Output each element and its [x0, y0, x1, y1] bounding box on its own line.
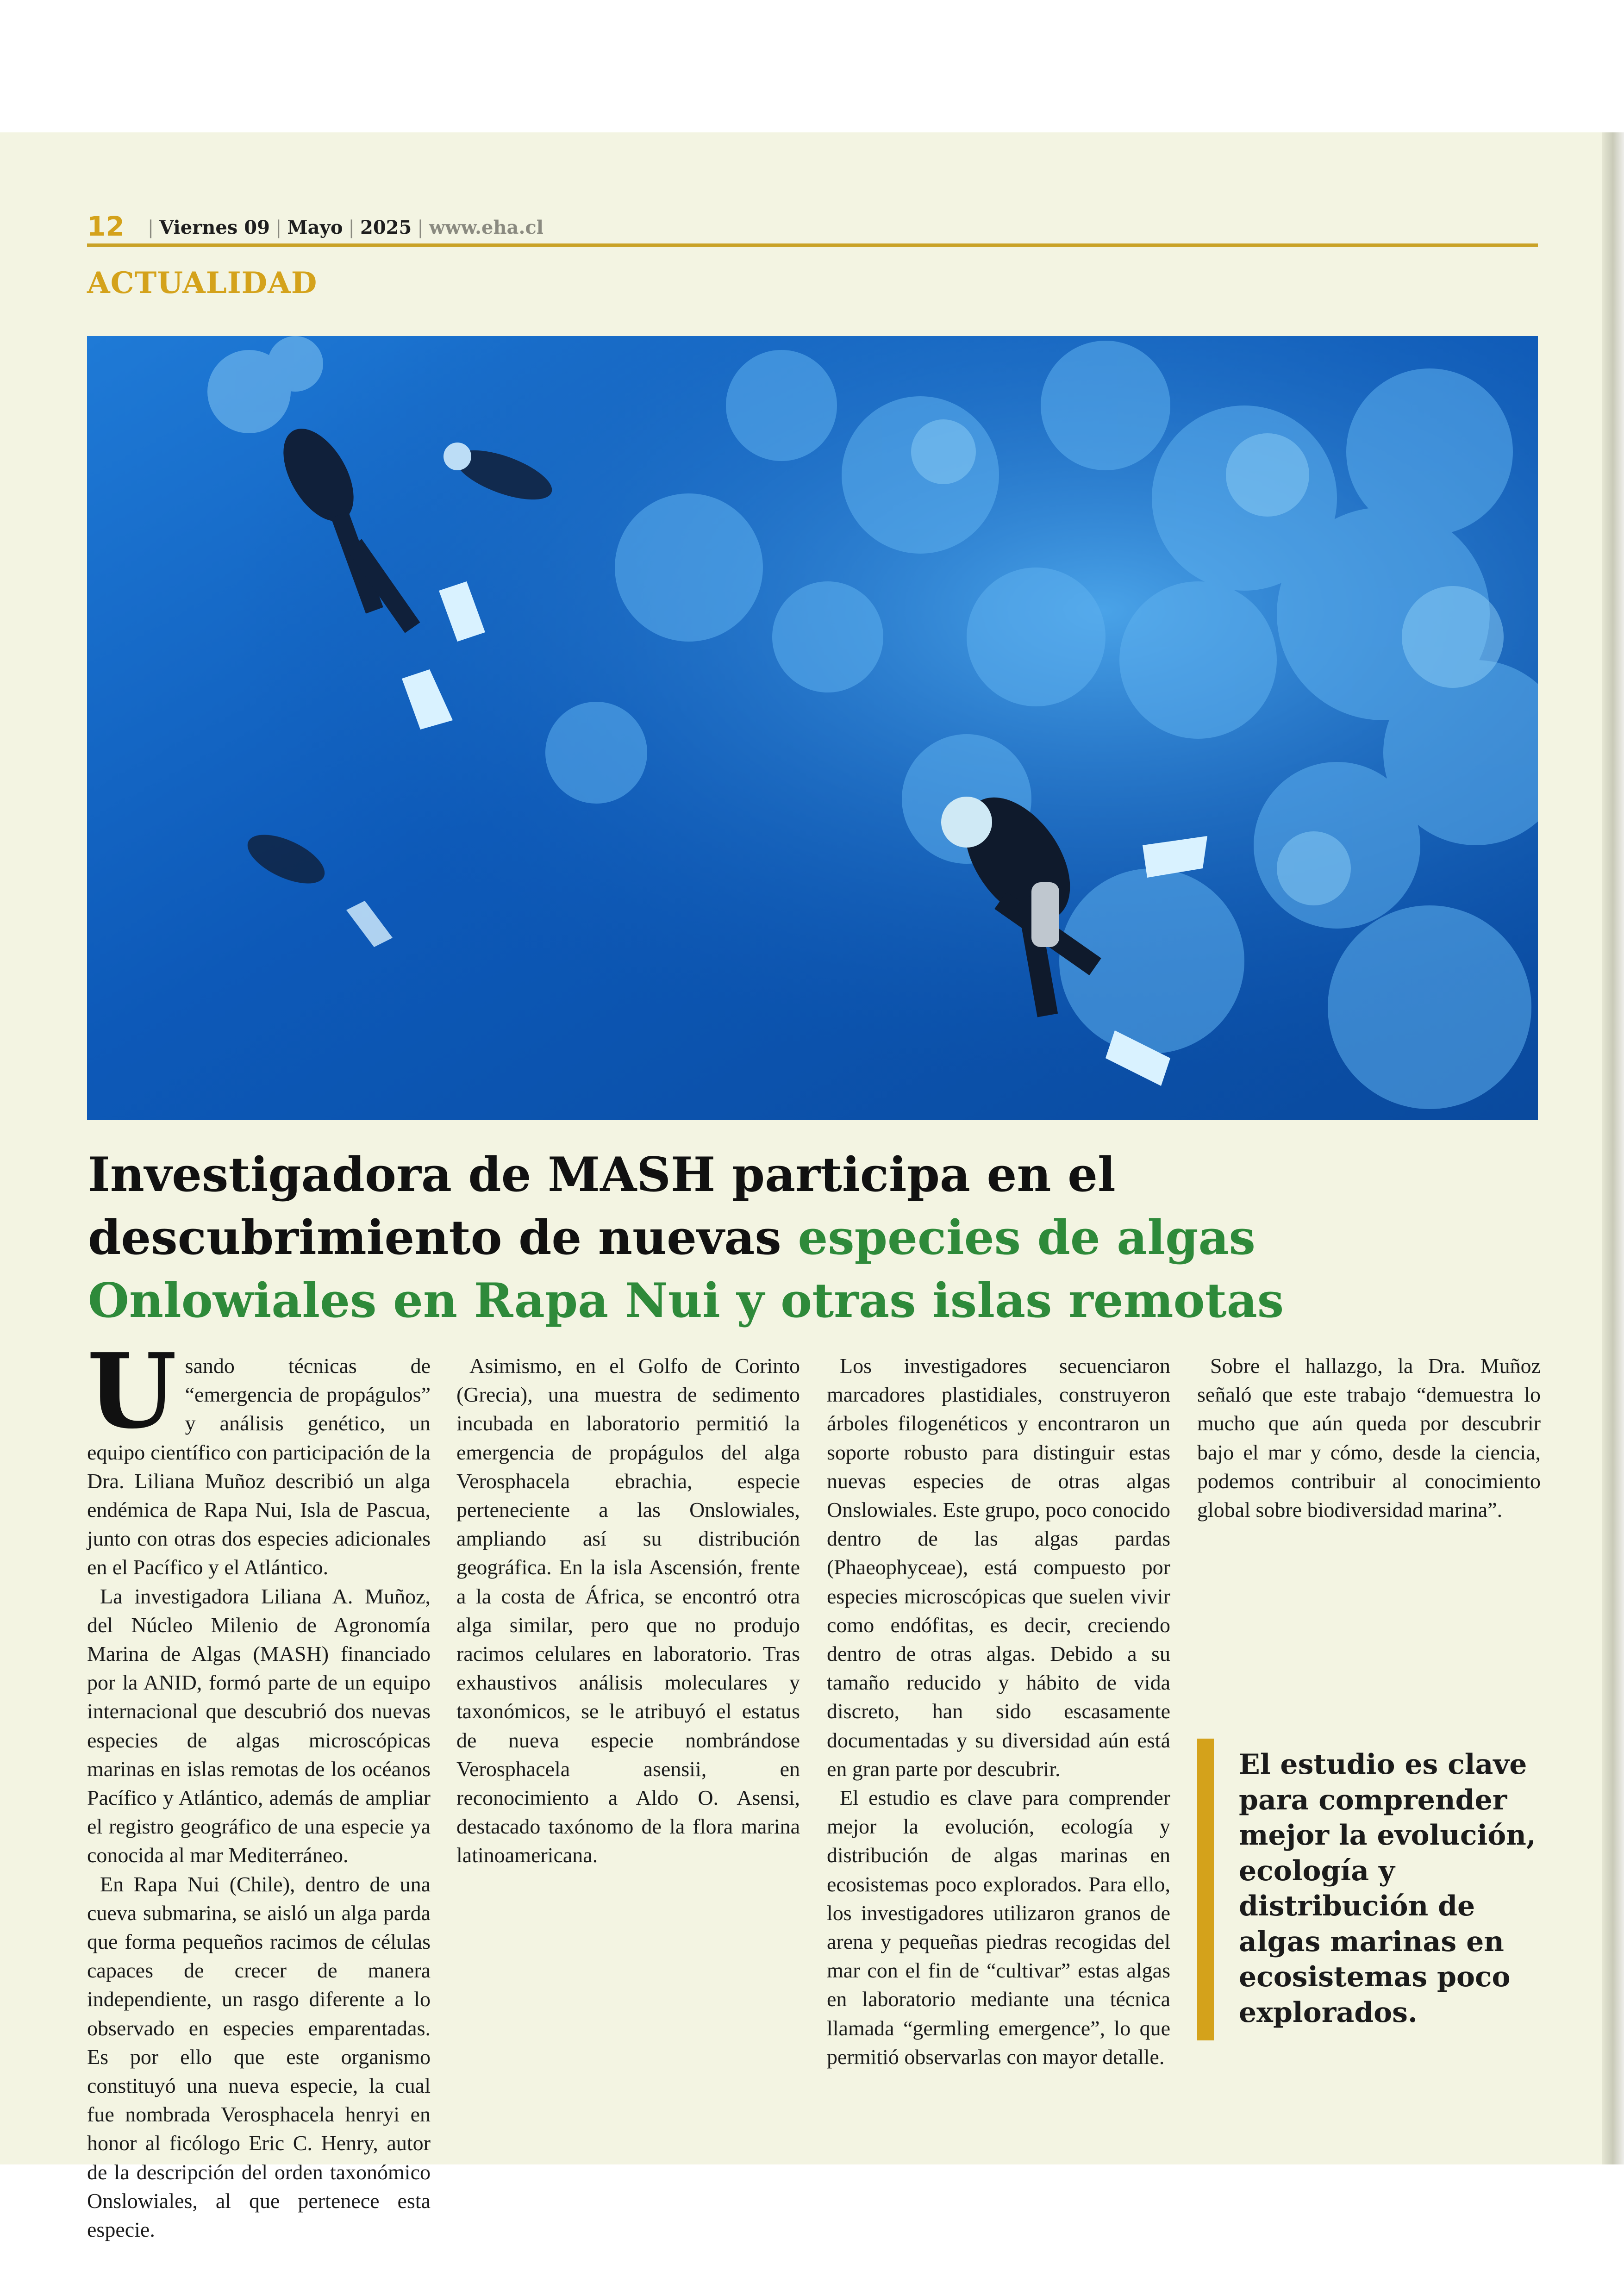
- page-header: [87, 210, 1538, 247]
- paragraph-2: La investigadora Liliana A. Muñoz, del Núcleo Milenio de Agronomía Marina de Algas (MASH) financiado por la ANID, formó parte de un equipo internacional que descubrió dos nuevas especies de algas microscópicas marinas en islas remotas de los océanos Pacífico y Atlántico, además de ampliar el registro geográfico de una especie ya conocida al mar Mediterráneo.: [87, 1584, 431, 1867]
- page-number: 12: [87, 211, 125, 242]
- paragraph-6: El estudio es clave para comprender mejor la evolución, ecología y distribución de algas marinas en ecosistemas poco explorados. Para ello, los investigadores utilizaron granos de arena y pequeñas piedras recogidas del mar con el fin de “cultivar” estas algas en laboratorio mediante una técnica llamada “germling emergence”, lo que permitió observarlas con mayor detalle.: [827, 1786, 1170, 2069]
- article-column-4: [1197, 1352, 1541, 1524]
- paragraph-1: sando técnicas de “emergencia de propágulos” y análisis genético, un equipo científico con participación de la Dra. Liliana Muñoz describió un alga endémica de Rapa Nui, Isla de Pascua, junto con otras dos especies adicionales en el Pacífico y el Atlántico.: [87, 1354, 431, 1579]
- issue-day: Viernes 09: [159, 217, 270, 238]
- article-photo: [87, 336, 1538, 1120]
- paragraph-5: Los investigadores secuenciaron marcadores plastidiales, construyeron árboles filogenéticos y encontraron un soporte robusto para distinguir estas nuevas especies de otras algas Onslowiales. Este grupo, poco conocido dentro de las algas pardas (Phaeophyceae), está compuesto por especies microscópicas que suelen vivir como endófitas, es decir, creciendo dentro de otras algas. Debido a su tamaño reducido y hábito de vida discreto, han sido escasamente documentadas y su diversidad aún está en gran parte por descubrir.: [827, 1354, 1170, 1781]
- headline-part2: especies de algas Onlowiales en Rapa Nui y otras islas remotas: [88, 1210, 1284, 1328]
- pull-quote: El estudio es clave para comprender mejor la evolución, ecología y distribución de algas marinas en ecosistemas poco explorados.: [1197, 1739, 1538, 2040]
- dropcap: U: [87, 1331, 177, 1452]
- issue-month: Mayo: [287, 217, 343, 238]
- article-headline: [88, 1143, 1542, 1332]
- article-column-1: [87, 1331, 431, 2244]
- article-column-2: [456, 1352, 800, 1870]
- article-column-3: [827, 1352, 1170, 2071]
- issue-date: | Viernes 09 | Mayo | 2025 | www.eha.cl: [147, 217, 543, 238]
- headline-part1: Investigadora de MASH participa en el descubrimiento de nuevas: [88, 1147, 1116, 1266]
- page-edge: [1602, 132, 1624, 2164]
- section-label: ACTUALIDAD: [87, 266, 318, 300]
- paragraph-7: Sobre el hallazgo, la Dra. Muñoz señaló que este trabajo “demuestra lo mucho que aún queda por descubrir bajo el mar y cómo, desde la ciencia, podemos contribuir al conocimiento global sobre biodiversidad marina”.: [1197, 1354, 1541, 1522]
- issue-year: 2025: [360, 217, 412, 238]
- website-link[interactable]: www.eha.cl: [429, 217, 543, 238]
- paragraph-3: En Rapa Nui (Chile), dentro de una cueva submarina, se aisló un alga parda que forma pequeños racimos de células capaces de crecer de manera independiente, un rasgo diferente a lo observado en especies emparentadas. Es por ello que este organismo constituyó una nueva especie, la cual fue nombrada Verosphacela henryi en honor al ficólogo Eric C. Henry, autor de la descripción del orden taxonómico Onslowiales, al que pertenece esta especie.: [87, 1872, 431, 2242]
- paragraph-4: Asimismo, en el Golfo de Corinto (Grecia), una muestra de sedimento incubada en laboratorio permitió la emergencia de propágulos del alga Verosphacela ebrachia, especie perteneciente a las Onslowiales, ampliando así su distribución geográfica. En la isla Ascensión, frente a la costa de África, se encontró otra alga similar, pero que no produjo racimos celulares en laboratorio. Tras exhaustivos análisis moleculares y taxonómicos, se le atribuyó el estatus de nueva especie nombrándose Verosphacela asensii, en reconocimiento a Aldo O. Asensi, destacado taxónomo de la flora marina latinoamericana.: [456, 1354, 800, 1867]
